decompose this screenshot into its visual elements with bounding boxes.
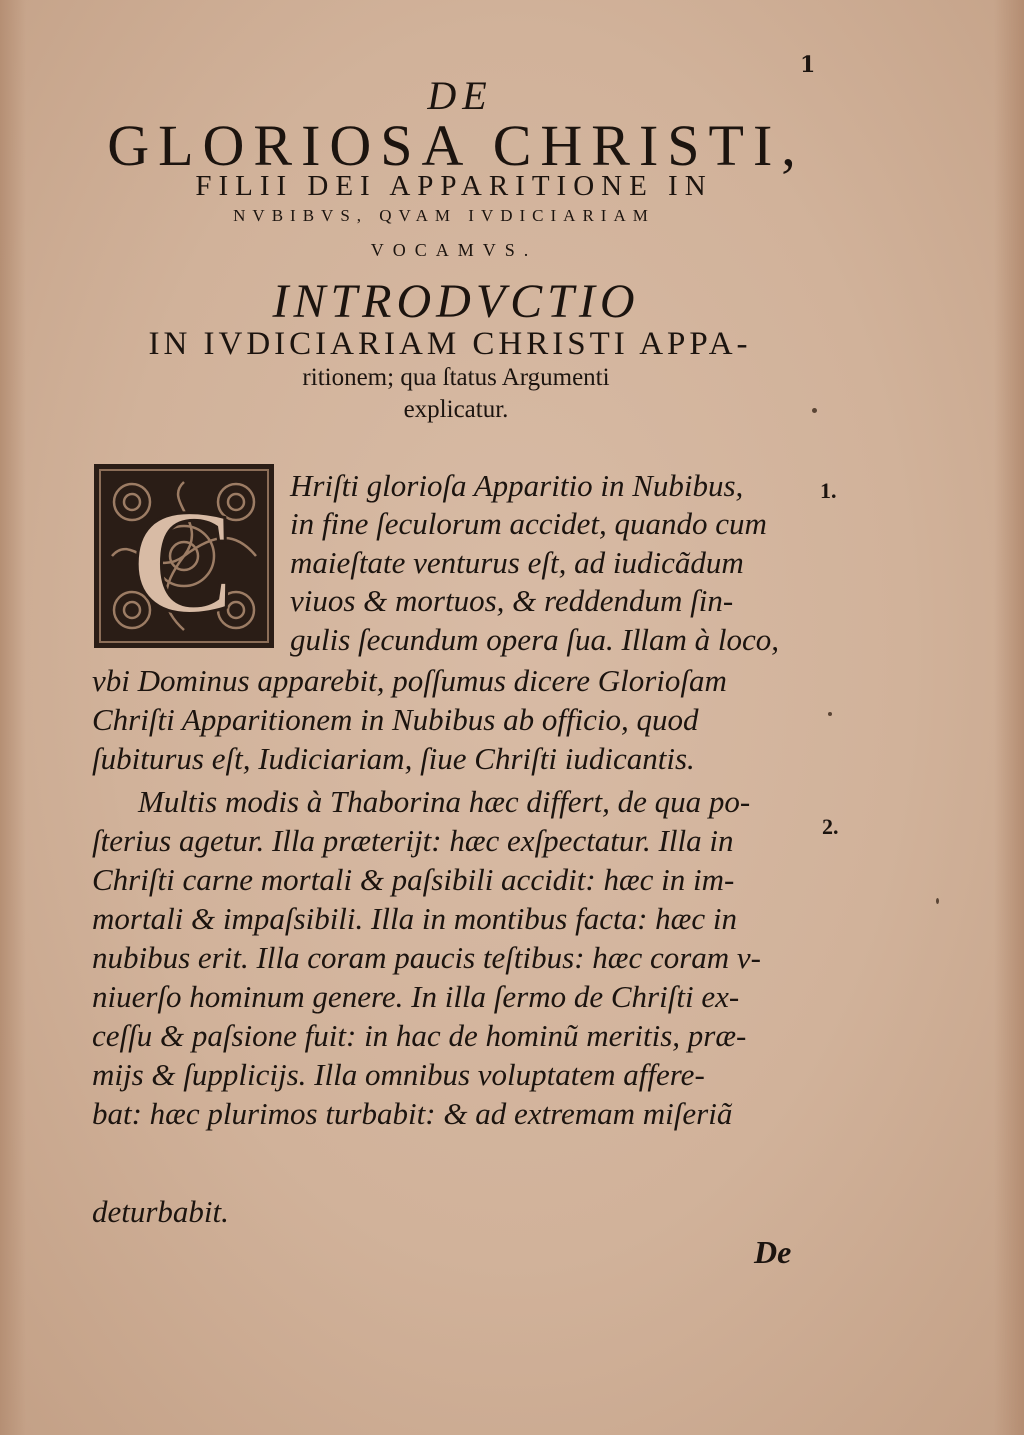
section-heading: INTRODVCTIO	[272, 275, 640, 328]
text-line: mijs & ſupplicijs. Illa omnibus voluptatem affere-	[92, 1057, 705, 1092]
text-line: mortali & impaſsibili. Illa in montibus facta: hæc in	[92, 901, 737, 936]
text-line: bat: hæc plurimos turbabit: & ad extremam miſeriã	[92, 1096, 733, 1131]
title-line-4: VOCAMVS.	[370, 240, 538, 260]
text-line: nubibus erit. Illa coram paucis teſtibus: hæc coram v-	[92, 940, 761, 975]
margin-note-2: 2.	[822, 814, 839, 839]
text-line: viuos & mortuos, & reddendum ſin-	[290, 583, 734, 618]
text-line: Multis modis à Thaborina hæc differt, de qua po-	[138, 784, 751, 819]
text-line: Chriſti Apparitionem in Nubibus ab officio, quod	[92, 702, 699, 737]
ornamental-initial-icon	[92, 462, 276, 650]
ink-speck	[828, 712, 832, 716]
text-line: ſterius agetur. Illa præterijt: hæc exſpectatur. Illa in	[92, 823, 734, 858]
subtitle-line-3: explicatur.	[403, 396, 509, 423]
page-edge-right	[994, 0, 1024, 1435]
text-line: niuerſo hominum genere. In illa ſermo de Chriſti ex-	[92, 979, 740, 1014]
subtitle-line-1: IN IVDICIARIAM CHRISTI APPA-	[148, 326, 752, 362]
title-line-1: GLORIOSA CHRISTI,	[107, 113, 805, 178]
ornamental-initial	[92, 462, 276, 650]
text-line: maieſtate venturus eſt, ad iudicãdum	[290, 545, 744, 580]
ink-speck	[812, 408, 817, 413]
text-line: Hriſti glorioſa Apparitio in Nubibus,	[290, 468, 744, 503]
subtitle-line-2: ritionem; qua ſtatus Argumenti	[302, 364, 610, 391]
title-line-3: NVBIBVS, QVAM IVDICIARIAM	[233, 206, 655, 225]
text-line: ſubiturus eſt, Iudiciariam, ſiue Chriſti iudicantis.	[92, 741, 695, 776]
text-line: deturbabit.	[92, 1194, 229, 1229]
svg-text:C: C	[129, 479, 239, 645]
catchword: De	[754, 1234, 792, 1270]
page-number: 1	[800, 52, 816, 78]
text-line: vbi Dominus apparebit, poſſumus dicere Glorioſam	[92, 663, 727, 698]
margin-note-1: 1.	[820, 478, 837, 503]
text-line: in fine ſeculorum accidet, quando cum	[290, 506, 767, 541]
ink-speck	[936, 898, 939, 904]
text-line: ceſſu & paſsione fuit: in hac de hominũ meritis, præ-	[92, 1018, 747, 1053]
text-line: Chriſti carne mortali & paſsibili accidit: hæc in im-	[92, 862, 735, 897]
title-line-2: FILII DEI APPARITIONE IN	[195, 170, 713, 202]
text-line: gulis ſecundum opera ſua. Illam à loco,	[290, 622, 780, 657]
title-de: DE	[427, 73, 493, 118]
